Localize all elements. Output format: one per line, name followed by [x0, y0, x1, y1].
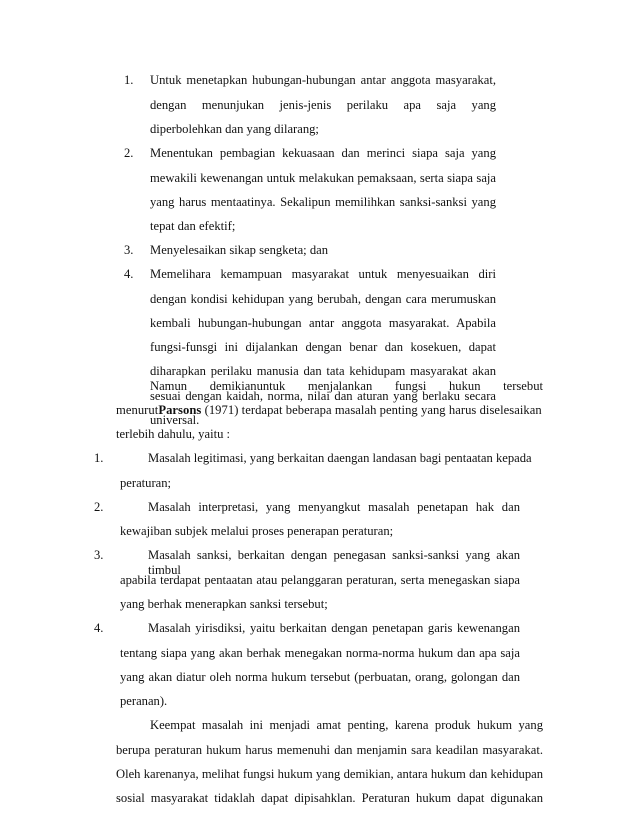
- list-a-item-2-line-4: tepat dan efektif;: [150, 219, 236, 233]
- list-b-item-4-line-2: tentang siapa yang akan berhak menegakan norma-norma hukum dan apa saja: [120, 646, 520, 660]
- author-name-parsons: Parsons: [158, 403, 202, 417]
- list-a-number-3: 3.: [124, 243, 134, 257]
- list-a-item-1-line-3: diperbolehkan dan yang dilarang;: [150, 122, 319, 136]
- list-b-number-3: 3.: [94, 548, 104, 562]
- list-b-item-4-line-4: peranan).: [120, 694, 168, 708]
- list-a-item-2-line-2: mewakili kewenangan untuk melakukan pemaksaan, serta siapa saja: [150, 171, 496, 185]
- list-a-item-1-line-2: dengan menunjukan jenis-jenis perilaku apa saja yang: [150, 98, 496, 112]
- list-b-item-1-line-2: peraturan;: [120, 476, 172, 490]
- list-b-item-1-line-1: Masalah legitimasi, yang berkaitan daengan landasan bagi pentaatan kepada: [148, 451, 532, 465]
- list-a-item-4-line-2: dengan kondisi kehidupan yang berubah, dengan cara merumuskan: [150, 292, 496, 306]
- paragraph-1-line-1: Namun demikianuntuk menjalankan fungsi hukun tersebut: [150, 379, 543, 393]
- list-b-item-3-line-2: apabila terdapat pentaatan atau pelanggaran peraturan, serta menegaskan siapa: [120, 573, 520, 587]
- list-b-item-2-line-2: kewajiban subjek melalui proses penerapan peraturan;: [120, 524, 394, 538]
- list-a-item-2-line-3: yang harus mentaatinya. Sekalipun memilihkan sanksi-sanksi yang: [150, 195, 496, 209]
- list-a-item-4-line-1: Memelihara kemampuan masyarakat untuk menyesuaikan diri: [150, 267, 496, 281]
- list-a-number-2: 2.: [124, 146, 134, 160]
- paragraph-2-line-4: sosial masyarakat tidaklah dapat dipisahklan. Peraturan hukum dapat digunakan: [116, 791, 543, 805]
- list-a-item-4-line-7: universal.: [150, 413, 200, 427]
- paragraph-2-line-2: berupa peraturan hukum harus memenuhi dan menjamin sara keadilan masyarakat.: [116, 743, 543, 757]
- list-a-number-1: 1.: [124, 73, 134, 87]
- list-b-item-4-line-3: yang akan diatur oleh norma hukum tersebut (perbuatan, orang, golongan dan: [120, 670, 520, 684]
- paragraph-1-line-2: [116, 403, 544, 418]
- paragraph-1-line-3: terlebih dahulu, yaitu :: [116, 427, 231, 441]
- list-a-item-4-line-6: sesuai dengan kaidah, norma, nilai dan aturan yang berlaku secara: [150, 389, 496, 403]
- list-a-item-4-line-3: kembali hubungan-hubungan antar anggota masyarakat. Apabila: [150, 316, 496, 330]
- list-b-number-4: 4.: [94, 621, 104, 635]
- list-b-item-3-line-1: Masalah sanksi, berkaitan dengan penegasan sanksi-sanksi yang akan timbul: [148, 548, 520, 577]
- paragraph-1-line-2-pre: menurut: [116, 403, 159, 417]
- list-b-item-4-line-1: Masalah yirisdiksi, yaitu berkaitan dengan penetapan garis kewenangan: [148, 621, 520, 635]
- list-a-item-2-line-1: Menentukan pembagian kekuasaan dan merinci siapa saja yang: [150, 146, 496, 160]
- list-a-item-4-line-5: diharapkan perilaku manusia dan tata kehidupam masyarakat akan: [150, 364, 496, 378]
- list-b-number-2: 2.: [94, 500, 104, 514]
- list-a-item-3-line-1: Menyelesaikan sikap sengketa; dan: [150, 243, 329, 257]
- list-a-item-1-line-1: Untuk menetapkan hubungan-hubungan antar anggota masyarakat,: [150, 73, 496, 87]
- list-a-number-4: 4.: [124, 267, 134, 281]
- list-b-item-3-line-3: yang berhak menerapkan sanksi tersebut;: [120, 597, 328, 611]
- paragraph-1-line-2-post: (1971) terdapat beberapa masalah penting yang harus diselesaikan: [201, 403, 542, 417]
- list-b-item-2-line-1: Masalah interpretasi, yang menyangkut masalah penetapan hak dan: [148, 500, 520, 514]
- list-a-item-4-line-4: fungsi-funsgi ini dijalankan dengan benar dan kosekuen, dapat: [150, 340, 496, 354]
- paragraph-2-line-3: Oleh karenanya, melihat fungsi hukum yang demikian, antara hukum dan kehidupan: [116, 767, 543, 781]
- paragraph-2-line-1: Keempat masalah ini menjadi amat penting, karena produk hukum yang: [150, 718, 543, 732]
- list-b-number-1: 1.: [94, 451, 104, 465]
